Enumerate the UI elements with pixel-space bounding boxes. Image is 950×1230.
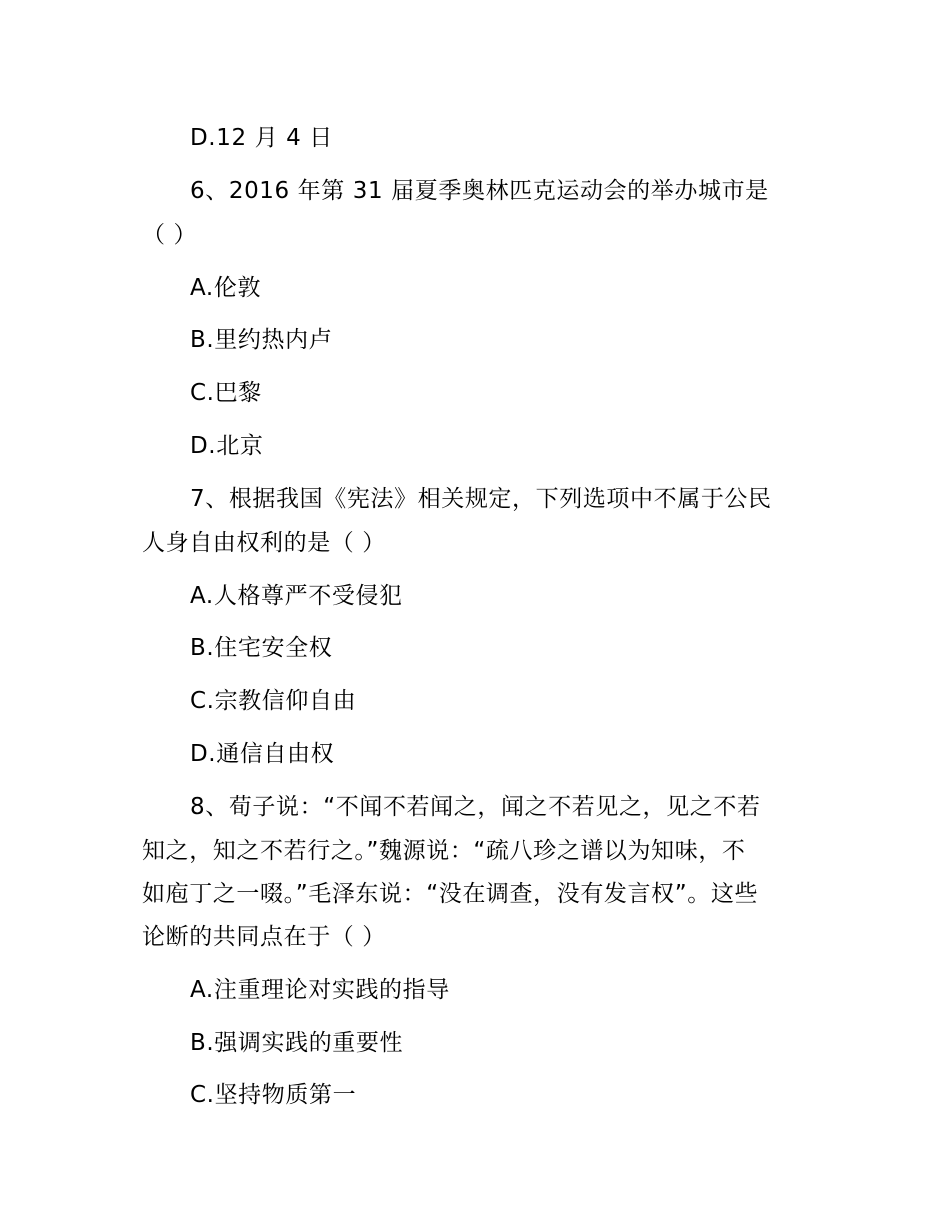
question-7-line-2: 人身自由权利的是（ ） bbox=[142, 530, 386, 556]
question-8-line-2: 知之，知之不若行之。”魏源说：“疏八珍之谱以为知味，不 bbox=[142, 838, 746, 864]
question-8-line-1: 8、荀子说：“不闻不若闻之，闻之不若见之，见之不若 bbox=[190, 794, 761, 820]
question-7-line-1: 7、根据我国《宪法》相关规定，下列选项中不属于公民 bbox=[190, 486, 772, 512]
question-6-line-1: 6、2016 年第 31 届夏季奥林匹克运动会的举办城市是 bbox=[190, 178, 769, 204]
option-6c: C.巴黎 bbox=[190, 380, 262, 406]
option-7d: D.通信自由权 bbox=[190, 741, 335, 767]
option-7a: A.人格尊严不受侵犯 bbox=[190, 583, 403, 609]
question-8-line-4: 论断的共同点在于（ ） bbox=[142, 924, 386, 950]
question-6-line-2: （ ） bbox=[142, 222, 198, 248]
option-6a: A.伦敦 bbox=[190, 275, 262, 301]
option-8c: C.坚持物质第一 bbox=[190, 1082, 357, 1108]
option-5d: D.12 月 4 日 bbox=[190, 125, 333, 151]
option-7c: C.宗教信仰自由 bbox=[190, 688, 357, 714]
option-6d: D.北京 bbox=[190, 433, 264, 459]
option-7b: B.住宅安全权 bbox=[190, 635, 333, 661]
option-6b: B.里约热内卢 bbox=[190, 327, 333, 353]
option-8b: B.强调实践的重要性 bbox=[190, 1030, 404, 1056]
question-8-line-3: 如庖丁之一啜。”毛泽东说：“没在调查，没有发言权”。这些 bbox=[142, 881, 759, 907]
option-8a: A.注重理论对实践的指导 bbox=[190, 977, 450, 1003]
